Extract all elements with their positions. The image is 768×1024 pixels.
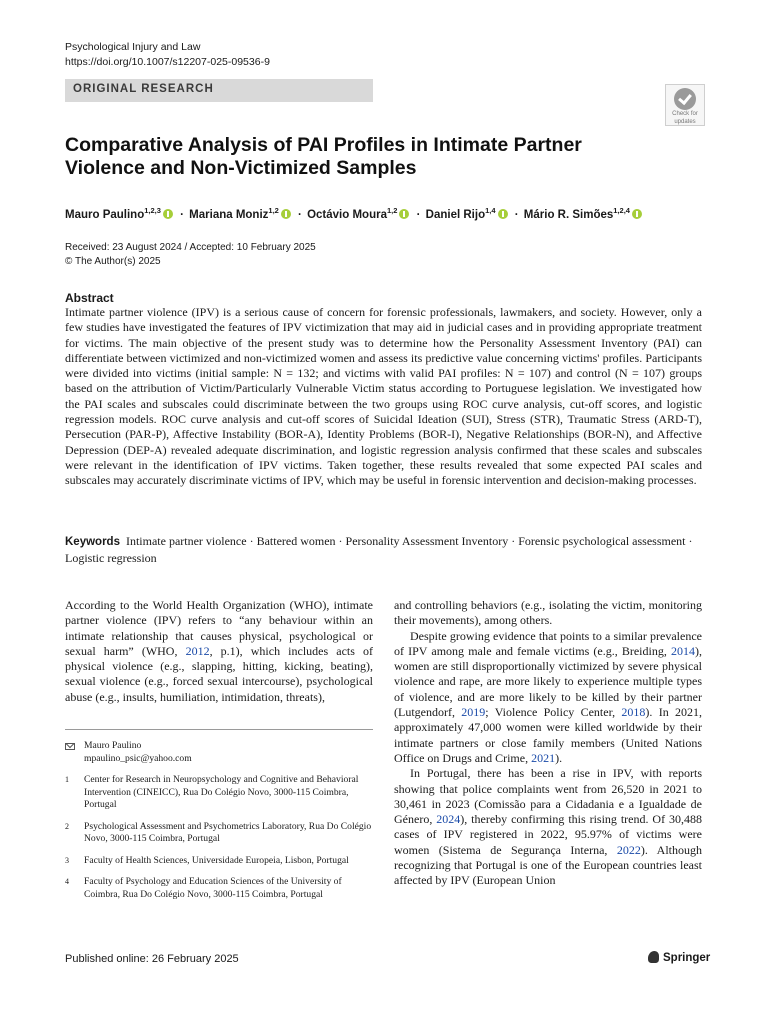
keywords-heading: Keywords	[65, 536, 120, 548]
author-affiliation: 1,2,4	[613, 206, 630, 215]
author-name[interactable]: Octávio Moura	[307, 208, 387, 221]
affiliation-footnote	[65, 876, 373, 901]
author-affiliation: 1,4	[485, 206, 496, 215]
contact-name: Mauro Paulino	[84, 740, 142, 751]
publisher-logo	[648, 951, 710, 964]
body-column-right	[394, 598, 702, 889]
author-separator: ·	[180, 208, 184, 221]
check-updates-line1: Check for	[672, 111, 698, 117]
affiliation-number: 2	[65, 821, 69, 831]
affiliation-number: 1	[65, 775, 69, 784]
body-paragraph: and controlling behaviors (e.g., isolating the victim, monitoring their movements), among others.	[394, 598, 702, 628]
body-text: Despite growing evidence that points to a similar prevalence of IPV among male and female victims (e.g., Breiding,	[394, 628, 702, 658]
orcid-icon[interactable]	[498, 209, 508, 219]
doi-link[interactable]: https://doi.org/10.1007/s12207-025-09536-9	[65, 56, 270, 68]
author-affiliation: 1,2	[386, 206, 398, 215]
contact-footnote	[65, 740, 373, 765]
affiliation-footnote	[65, 821, 373, 846]
citation-link[interactable]: 2019	[461, 705, 486, 720]
affiliation-number: 4	[65, 877, 69, 886]
keywords	[65, 533, 702, 566]
body-text: ). In 2021, approximately 47,000 women were killed worldwide by their intimate partners or close family members (United Nations Office on Drugs and Crime,	[394, 705, 703, 765]
citation-link[interactable]: 2022	[616, 842, 641, 857]
affiliation-text: Faculty of Health Sciences, Universidade Europeia, Lisbon, Portugal	[84, 854, 349, 866]
received-accepted: Received: 23 August 2024 / Accepted: 10 February 2025	[65, 242, 316, 253]
body-paragraph	[65, 598, 373, 705]
orcid-icon[interactable]	[163, 209, 173, 219]
check-for-updates-button[interactable]	[665, 84, 705, 126]
citation-link[interactable]: 2012	[185, 643, 210, 658]
author-affiliation: 1,2	[268, 206, 279, 215]
envelope-icon	[65, 743, 75, 750]
article-type-label: ORIGINAL RESEARCH	[73, 83, 214, 95]
citation-link[interactable]: 2014	[671, 643, 695, 658]
author-separator: ·	[298, 208, 302, 221]
body-paragraph	[394, 766, 702, 888]
affiliation-text: Faculty of Psychology and Education Sciences of the University of Coimbra, Rua Do Colégio Novo, 3000-115 Coimbra, Portugal	[84, 876, 342, 900]
author-name[interactable]: Mariana Moniz	[189, 208, 269, 221]
author-name[interactable]: Mário R. Simões	[523, 208, 614, 221]
footnote-divider	[65, 729, 373, 730]
orcid-icon[interactable]	[281, 209, 291, 219]
body-text: According to the World Health Organization (WHO), intimate partner violence (IPV) refers to “any behaviour within an intimate relationship that causes physical, psychological or sexual harm” (WHO,	[65, 598, 373, 658]
affiliation-number: 3	[65, 855, 69, 865]
contact-email[interactable]: mpaulino_psic@yahoo.com	[84, 752, 192, 764]
abstract-heading: Abstract	[65, 291, 114, 305]
body-text: ), thereby confirming this rising trend. Of 30,488 cases of IPV registered in 2022, 95.97% of victims were women (Sistema de Segurança Interna,	[394, 812, 702, 857]
body-text: ).	[555, 750, 563, 765]
check-updates-line2: updates	[674, 118, 696, 125]
orcid-icon[interactable]	[632, 209, 642, 219]
footnotes	[65, 740, 373, 910]
body-text: ; Violence Policy Center,	[485, 705, 622, 720]
affiliation-text: Center for Research in Neuropsychology and Cognitive and Behavioral Intervention (CINEICC), Rua Do Colégio Novo, 3000-115 Coimbra, Portugal	[84, 774, 359, 810]
affiliation-footnote	[65, 774, 373, 812]
abstract-text: Intimate partner violence (IPV) is a serious cause of concern for forensic professionals, lawmakers, and society. However, only a few studies have investigated the features of IPV victimization that may aid in judicial cases and in providing appropriate treatment for victims. The main objective of the present study was to determine how the Personality Assessment Inventory (PAI) can differentiate between victimized and non-victimized women and assess its predictive value concerning victims' profiles. Participants were divided into victims (initial sample: N = 132; and victims with valid PAI profiles: N = 107) and control (N = 107) groups based on the attribution of Victim/Particularly Vulnerable Victim status according to Portuguese legislation. We investigated how the PAI scales and subscales could discriminate between the two groups using ROC curve analysis, cut-off scores, and logistic regression models. ROC curve analysis and cut-off scores of Suicidal Ideation (SUI), Stress (STR), Traumatic Stress (ARD-T), Persecution (PAR-P), Affective Instability (BOR-A), Identity Problems (BOR-I), Negative Relationships (BOR-N), and Affective Depression (DEP-A) revealed adequate discrimination, and logistic regression analysis confirmed that these scales and subscales were relevant in the identification of IPV victims. Taken together, these results revealed that some expected PAI scales and subscales may accurately discriminate victims of IPV, which may be useful in forensic intervention and decision-making processes.	[65, 305, 702, 488]
author-name[interactable]: Daniel Rijo	[425, 208, 486, 221]
publisher-name: Springer	[663, 952, 711, 964]
orcid-icon[interactable]	[399, 209, 409, 219]
author-affiliation: 1,2,3	[144, 206, 161, 215]
citation-link[interactable]: 2021	[531, 750, 556, 765]
affiliation-text: Psychological Assessment and Psychometrics Laboratory, Rua Do Colégio Novo, 3000-115 Coimbra, Portugal	[84, 820, 372, 844]
body-text: ), women are still disproportionally victimized by severe physical violence and rape, are more likely to experience multiple types of violence, and are more likely to be killed by their partner (Lutgendorf,	[394, 643, 702, 720]
author-separator: ·	[416, 208, 421, 221]
springer-horse-icon	[648, 951, 659, 963]
journal-header	[65, 40, 270, 70]
citation-link[interactable]: 2018	[621, 705, 646, 720]
check-updates-icon	[674, 88, 696, 110]
author-name[interactable]: Mauro Paulino	[65, 208, 145, 221]
citation-link[interactable]: 2024	[436, 812, 461, 827]
affiliation-footnote	[65, 855, 373, 868]
copyright: © The Author(s) 2025	[65, 256, 161, 267]
author-list	[65, 203, 765, 223]
body-text: In Portugal, there has been a rise in IPV, with reports showing that police complaints went from 26,520 in 2021 to 30,461 in 2023 (Comissão para a Cidadania e a Igualdade de Género,	[394, 766, 702, 827]
author-separator: ·	[514, 208, 519, 221]
body-paragraph	[394, 629, 702, 767]
article-title: Comparative Analysis of PAI Profiles in Intimate Partner Violence and Non-Victimized Samples	[65, 134, 582, 179]
body-column-left	[65, 598, 373, 705]
journal-name: Psychological Injury and Law	[65, 41, 201, 53]
article-type-badge	[65, 79, 373, 102]
keywords-text: Intimate partner violence · Battered women · Personality Assessment Inventory · Forensic psychological assessment · Logistic regression	[65, 534, 693, 565]
body-text: ). Although recognizing that Portugal is one of the European countries least affected by IPV (European Union	[394, 842, 702, 888]
published-online: Published online: 26 February 2025	[65, 953, 239, 965]
body-text: , p.1), which includes acts of physical violence (e.g., slapping, hitting, kicking, beating), sexual violence (e.g., forced sexual intercourse), psychological abuse (e.g., insults, humiliation, intimidation, threats),	[65, 643, 374, 704]
article-dates	[65, 241, 316, 269]
